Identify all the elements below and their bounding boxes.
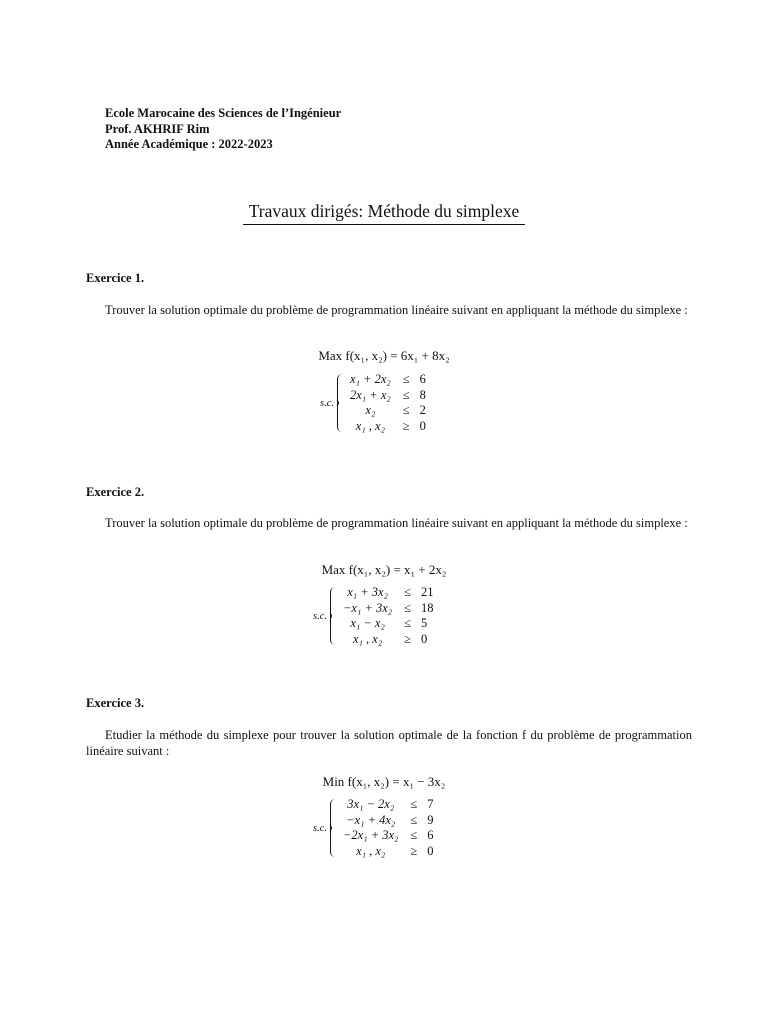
constraint-row (343, 616, 434, 632)
exercise-1-text: Trouver la solution optimale du problème de programmation linéaire suivant en appliquant la méthode du simplexe : (105, 303, 688, 317)
constraint-lhs: x₁ + 2x₂ (350, 372, 391, 386)
subject-to-label: s.c. (320, 397, 334, 409)
constraint-lhs: 2x₁ + x₂ (350, 387, 391, 402)
constraint-relation: ≤ (402, 372, 410, 386)
constraint-rhs: 21 (421, 585, 434, 599)
exercise-3-objective: Min f(x₁, x₂) = x₁ − 3x₂ (322, 774, 446, 789)
constraint-lhs: x₁ , x₂ (353, 631, 383, 646)
constraint-row (350, 372, 426, 388)
constraint-relation: ≤ (410, 797, 418, 811)
constraint-row (343, 797, 434, 813)
constraint-relation: ≥ (410, 843, 418, 858)
exercise-1-constraints (320, 372, 426, 434)
constraint-lhs: −x₁ + 4x₂ (346, 812, 396, 827)
document-title: Travaux dirigés: Méthode du simplexe (243, 200, 526, 225)
exercise-1-objective: Max f(x₁, x₂) = 6x₁ + 8x₂ (318, 348, 450, 363)
constraint-rhs: 6 (419, 372, 426, 386)
subject-to-label: s.c. (313, 610, 327, 622)
constraint-rhs: 18 (421, 600, 434, 615)
constraint-relation: ≥ (402, 418, 410, 433)
brace (330, 587, 335, 645)
constraint-relation: ≤ (404, 585, 412, 599)
constraint-row (343, 601, 434, 617)
constraint-rhs: 0 (427, 843, 434, 858)
exercise-2-constraints (313, 585, 434, 647)
constraint-row (343, 585, 434, 601)
constraint-relation: ≤ (404, 600, 412, 615)
exercise-1-heading: Exercice 1. (86, 271, 145, 285)
constraint-table (343, 585, 434, 647)
brace (330, 799, 335, 857)
constraint-rhs: 0 (421, 631, 428, 646)
constraint-relation: ≥ (404, 631, 412, 646)
constraint-rhs: 6 (427, 828, 434, 842)
constraint-lhs: 3x₁ − 2x₂ (347, 797, 395, 811)
constraint-row (343, 632, 434, 648)
constraint-lhs: −x₁ + 3x₂ (343, 600, 393, 615)
professor-name: Prof. AKHRIF Rim (105, 121, 210, 136)
exercise-2-text: Trouver la solution optimale du problème de programmation linéaire suivant en appliquant la méthode du simplexe : (105, 516, 688, 530)
constraint-rhs: 0 (419, 418, 426, 433)
constraint-rhs: 8 (419, 387, 426, 402)
subject-to-label: s.c. (313, 822, 327, 834)
constraint-row (350, 403, 426, 419)
constraint-relation: ≤ (410, 828, 418, 842)
constraint-relation: ≤ (404, 616, 412, 630)
constraint-table (350, 372, 426, 434)
exercise-2-objective: Max f(x₁, x₂) = x₁ + 2x₂ (321, 562, 447, 577)
exercise-3-constraints (313, 797, 434, 859)
constraint-lhs: x₂ (365, 403, 376, 417)
document-header (105, 106, 341, 153)
brace (337, 374, 342, 432)
exercise-3-text: Etudier la méthode du simplexe pour trouver la solution optimale de la fonction f du problème de programmation linéaire suivant : (86, 728, 692, 758)
constraint-rhs: 2 (419, 403, 426, 417)
title-block (0, 200, 768, 225)
constraint-rhs: 7 (427, 797, 434, 811)
school-name: Ecole Marocaine des Sciences de l’Ingénieur (105, 106, 342, 120)
constraint-row (350, 388, 426, 404)
constraint-lhs: x₁ + 3x₂ (347, 585, 388, 599)
constraint-row (350, 419, 426, 435)
constraint-lhs: x₁ − x₂ (350, 616, 385, 630)
exercise-3-heading: Exercice 3. (86, 696, 145, 710)
constraint-lhs: x₁ , x₂ (355, 418, 385, 433)
constraint-row (343, 844, 434, 860)
constraint-table (343, 797, 434, 859)
constraint-lhs: −2x₁ + 3x₂ (343, 828, 399, 842)
constraint-lhs: x₁ , x₂ (356, 843, 386, 858)
constraint-rhs: 5 (421, 616, 428, 630)
academic-year: Année Académique : 2022-2023 (105, 137, 273, 151)
constraint-row (343, 828, 434, 844)
exercise-2-heading: Exercice 2. (86, 485, 145, 499)
constraint-relation: ≤ (402, 387, 410, 402)
constraint-relation: ≤ (402, 403, 410, 417)
constraint-rhs: 9 (427, 812, 434, 827)
constraint-relation: ≤ (410, 812, 418, 827)
constraint-row (343, 813, 434, 829)
